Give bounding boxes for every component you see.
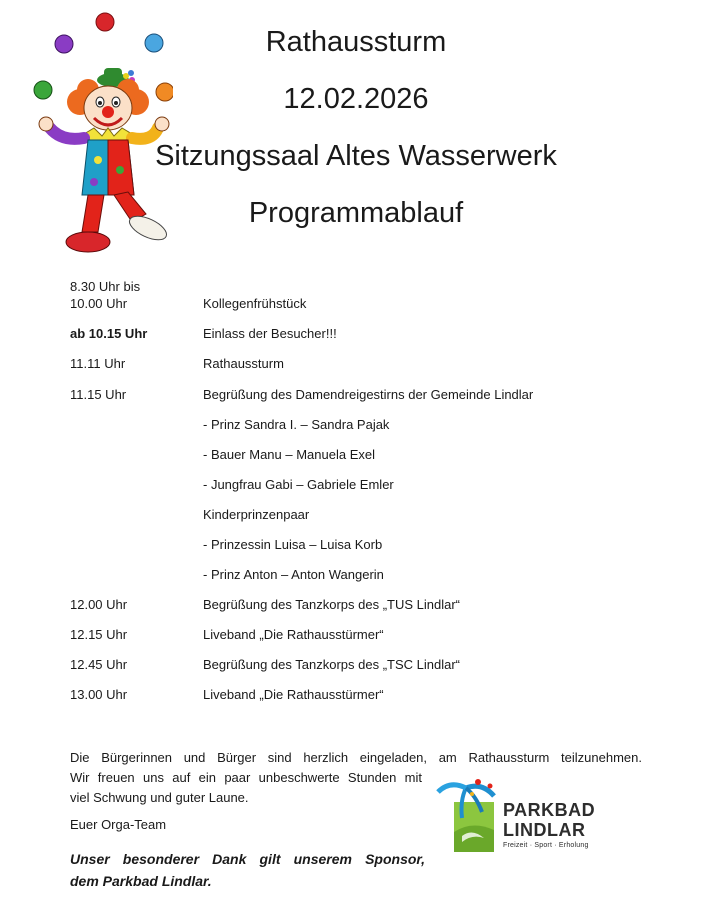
logo-emblem-icon <box>432 776 502 856</box>
program-event: - Jungfrau Gabi – Gabriele Emler <box>203 477 394 492</box>
parkbad-lindlar-logo <box>432 776 612 856</box>
program-time: 12.00 Uhr <box>70 597 128 612</box>
sponsor-thanks <box>70 848 425 892</box>
program-time: 11.11 Uhr <box>70 356 126 371</box>
event-title: Rathaussturm <box>265 26 447 58</box>
program-time: 12.15 Uhr <box>70 627 128 642</box>
invitation-line: Wir freuen uns auf ein paar unbeschwerte Stunden mit <box>70 770 422 785</box>
program-event: Liveband „Die Rathausstürmer“ <box>203 687 384 702</box>
program-heading: Programmablauf <box>248 197 464 229</box>
program-event: Einlass der Besucher!!! <box>203 326 337 341</box>
program-event: Begrüßung des Tanzkorps des „TSC Lindlar“ <box>203 657 460 672</box>
logo-tagline: Freizeit · Sport · Erholung <box>503 842 589 849</box>
invitation-line: Die Bürgerinnen und Bürger sind herzlich eingeladen, am Rathaussturm teilzunehmen. <box>70 750 642 765</box>
event-location: Sitzungssaal Altes Wasserwerk <box>155 140 557 172</box>
thanks-line: dem Parkbad Lindlar. <box>70 873 212 889</box>
signature: Euer Orga-Team <box>70 817 167 832</box>
program-event: Rathaussturm <box>203 356 284 371</box>
event-date: 12.02.2026 <box>283 83 429 115</box>
program-event: Begrüßung des Damendreigestirns der Gemeinde Lindlar <box>203 387 534 402</box>
program-event: Begrüßung des Tanzkorps des „TUS Lindlar“ <box>203 597 460 612</box>
program-event: - Prinzessin Luisa – Luisa Korb <box>203 537 383 552</box>
header <box>150 14 562 242</box>
program-event: Kollegenfrühstück <box>203 296 307 311</box>
program-time: ab 10.15 Uhr <box>70 326 148 341</box>
program-time: 10.00 Uhr <box>70 296 128 311</box>
program-event: - Prinz Sandra I. – Sandra Pajak <box>203 417 390 432</box>
logo-word-parkbad: PARKBAD <box>503 800 596 820</box>
program-time: 12.45 Uhr <box>70 657 128 672</box>
logo-word-lindlar: LINDLAR <box>503 820 586 840</box>
program-event: - Bauer Manu – Manuela Exel <box>203 447 375 462</box>
thanks-line: Unser besonderer Dank gilt unserem Sponsor, <box>70 851 425 867</box>
program-event: - Prinz Anton – Anton Wangerin <box>203 567 384 582</box>
program-event: Kinderprinzenpaar <box>203 507 310 522</box>
program-time: 11.15 Uhr <box>70 387 127 402</box>
program-event: Liveband „Die Rathausstürmer“ <box>203 627 384 642</box>
program-time: 13.00 Uhr <box>70 687 128 702</box>
program-time: 8.30 Uhr bis <box>70 279 141 294</box>
invitation-line: viel Schwung und guter Laune. <box>70 790 249 805</box>
